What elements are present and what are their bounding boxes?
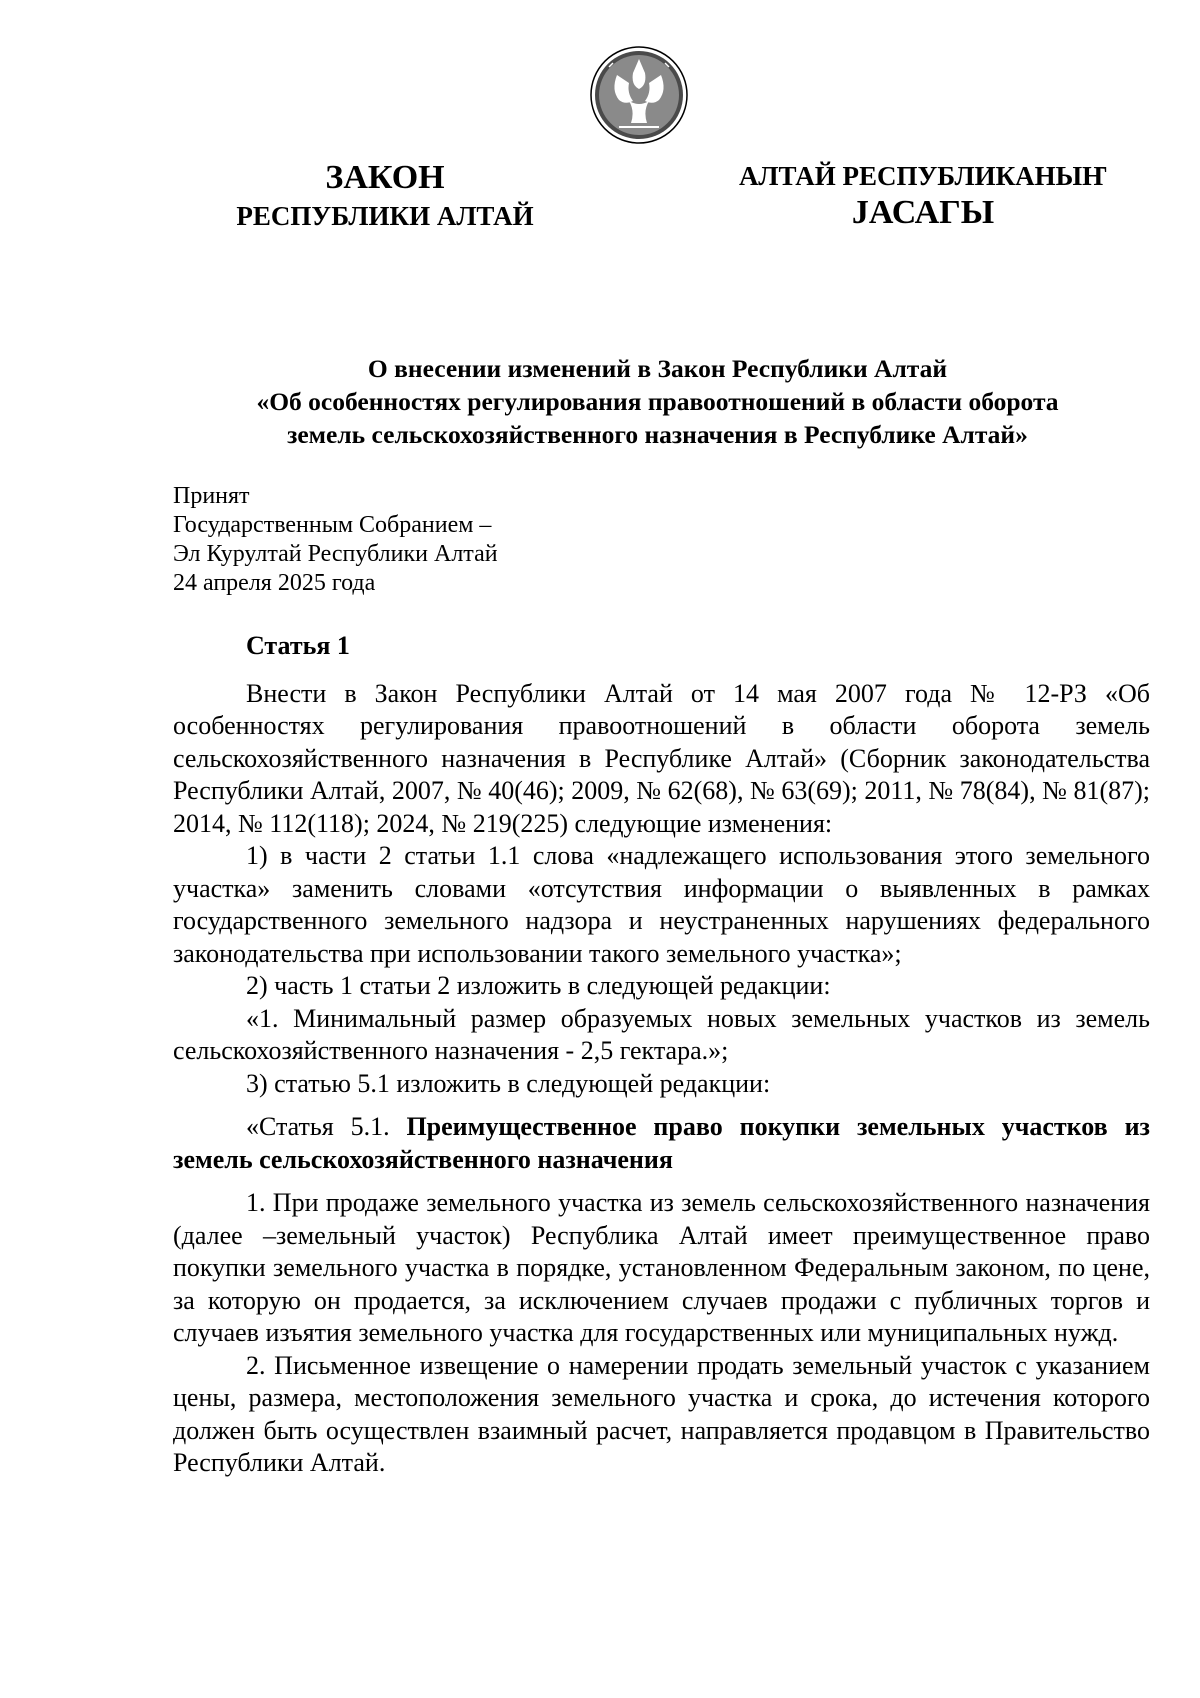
article-5-1-paragraph-2: 2. Письменное извещение о намерении продать земельный участок с указанием цены, размера, местоположения земельного участка и срока, до истечения которого должен быть осуществлен взаимный расчет, направляется продавцом в Правительство Республики Алтай. <box>173 1350 1150 1477</box>
law-title-line: О внесении изменений в Закон Республики Алтай <box>367 354 948 383</box>
law-header-russian-title: ЗАКОН <box>325 159 445 196</box>
law-header-russian-subtitle: РЕСПУБЛИКИ АЛТАЙ <box>236 201 534 231</box>
law-header-altai <box>718 158 1128 232</box>
amendment-item-3: 3) статью 5.1 изложить в следующей редакции: <box>246 1068 771 1098</box>
law-header-altai-title: JАСАГЫ <box>851 194 995 231</box>
article-1 <box>173 630 1150 1480</box>
amendment-item-2: 2) часть 1 статьи 2 изложить в следующей редакции: <box>246 971 831 1000</box>
article-intro-paragraph: Внести в Закон Республики Алтай от 14 мая 2007 года № 12-РЗ «Об особенностях регулирования правоотношений в области оборота земель сельскохозяйственного назначения в Республике Алтай» (Сборник законодательства Республики Алтай, 2007, № 40(46); 2009, № 62(68), № 63(69); 2011, № 78(84), № 81(87); 2014, № 112(118); 2024, № 219(225) следующие изменения: <box>173 678 1150 838</box>
law-header-altai-subtitle: АЛТАЙ РЕСПУБЛИКАНЫҤ <box>738 161 1108 191</box>
article-5-1-title: Преимущественное право покупки земельных участков из земель сельскохозяйственного назначения <box>173 1112 1150 1174</box>
article-5-1-prefix: «Статья 5.1. <box>246 1112 390 1141</box>
coat-of-arms-icon <box>589 45 689 145</box>
law-title-line: «Об особенностях регулирования правоотношений в области оборота <box>256 387 1059 416</box>
law-title-line: земель сельскохозяйственного назначения в Республике Алтай» <box>287 420 1028 449</box>
law-header-russian <box>220 158 550 234</box>
amendment-item-2-text: «1. Минимальный размер образуемых новых земельных участков из земель сельскохозяйственного назначения - 2,5 гектара.»; <box>173 1003 1150 1065</box>
article-5-1-paragraph-1: 1. При продаже земельного участка из земель сельскохозяйственного назначения (далее –земельный участок) Республика Алтай имеет преимущественное право покупки земельного участка в порядке, установленном Федеральным законом, по цене, за которую он продается, за исключением случаев продажи с публичных торгов и случаев изъятия земельного участка для государственных или муниципальных нужд. <box>173 1188 1150 1347</box>
adoption-line: Принят <box>173 483 250 509</box>
adoption-block <box>173 482 593 598</box>
article-5-1-heading <box>173 1111 1150 1176</box>
adoption-line: Государственным Собранием – <box>173 512 492 538</box>
adoption-date: 24 апреля 2025 года <box>173 570 376 596</box>
adoption-line: Эл Курултай Республики Алтай <box>173 541 498 567</box>
article-heading: Статья 1 <box>246 631 350 660</box>
amendment-item-1: 1) в части 2 статьи 1.1 слова «надлежащего использования этого земельного участка» заменить словами «отсутствия информации о выявленных в рамках государственного земельного надзора и неустраненных нарушениях федерального законодательства при использовании такого земельного участка»; <box>173 841 1150 968</box>
law-title <box>165 352 1150 451</box>
